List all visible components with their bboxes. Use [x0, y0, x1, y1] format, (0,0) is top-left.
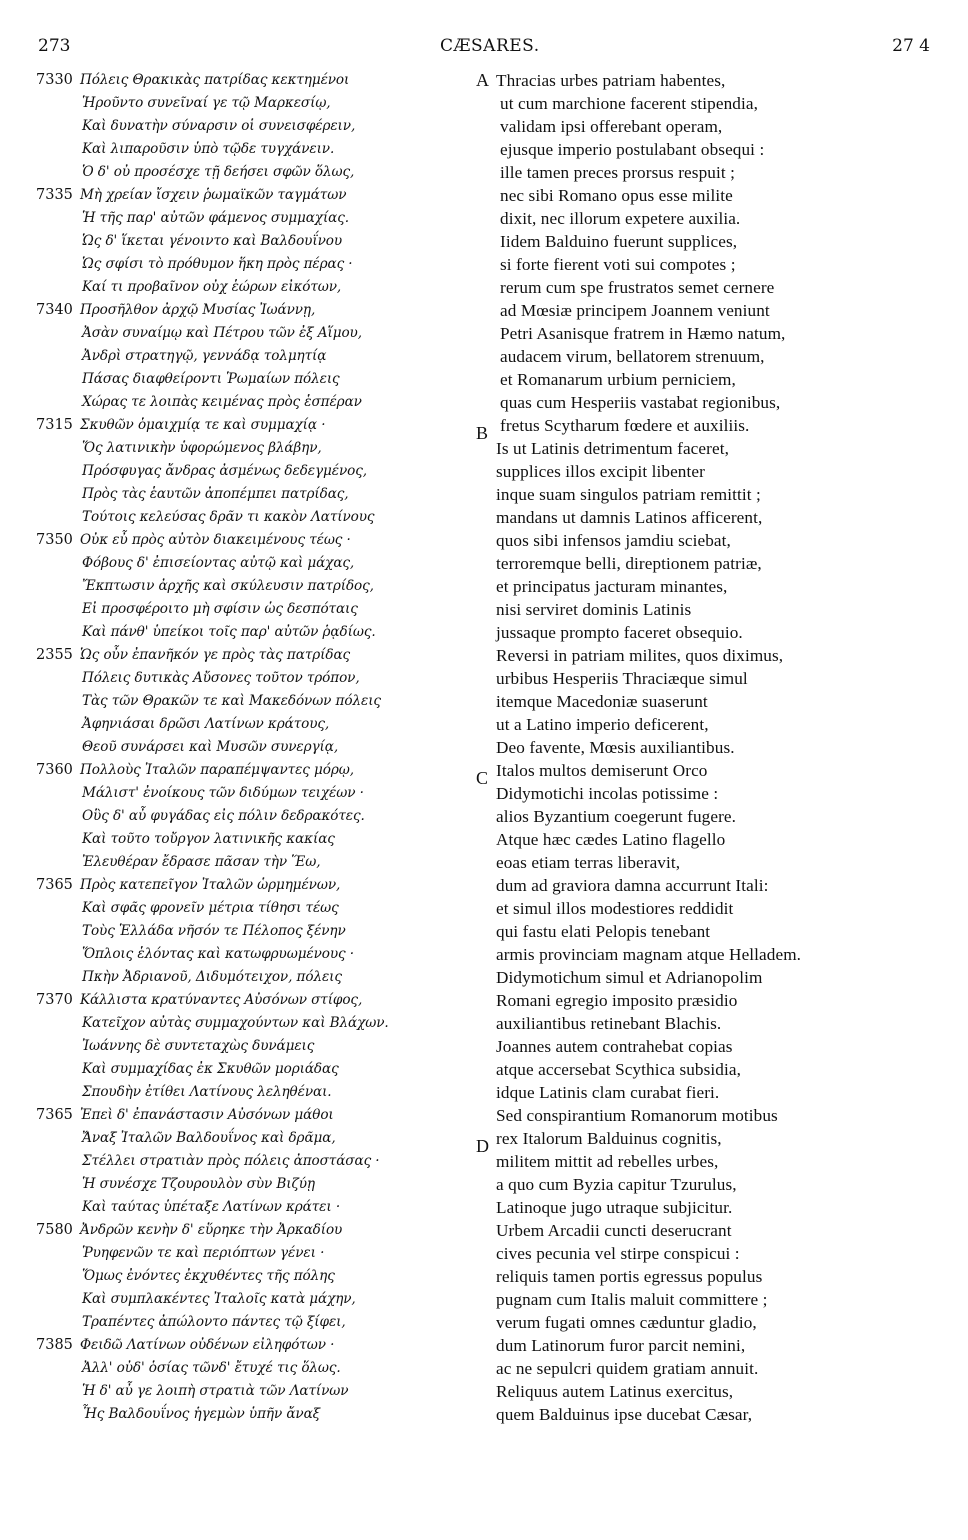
latin-verse-line — [474, 714, 964, 737]
greek-verse-line — [0, 300, 470, 323]
latin-verse-text: cives pecunia vel stirpe conspicui : — [496, 1244, 740, 1263]
greek-verse-text: Τὰς τῶν Θρακῶν τε καὶ Μακεδόνων πόλεις — [82, 693, 381, 709]
greek-verse-text: Φειδῶ Λατίνων οὐδένων εἰληφότων · — [80, 1337, 335, 1353]
greek-verse-line — [0, 806, 470, 829]
latin-verse-line — [474, 898, 964, 921]
greek-verse-line — [0, 921, 470, 944]
greek-verse-line — [0, 1381, 470, 1404]
latin-verse-line — [474, 277, 964, 300]
greek-verse-text: Σκυθῶν ὁμαιχμίᾳ τε καὶ συμμαχίᾳ · — [80, 417, 326, 433]
latin-verse-text: nisi serviret dominis Latinis — [496, 600, 692, 619]
latin-verse-text: ad Mœsiæ principem Joannem veniunt — [500, 301, 770, 320]
latin-verse-text: Petri Asanisque fratrem in Hæmo natum, — [500, 324, 786, 343]
section-marker: C — [476, 768, 489, 788]
latin-verse-text: auxiliantibus retinebant Blachis. — [496, 1014, 722, 1033]
latin-verse-text: Latinoque jugo utraque subjicitur. — [496, 1198, 733, 1217]
greek-verse-line — [0, 737, 470, 760]
greek-verse-text: Κατεῖχον αὐτὰς συμμαχούντων καὶ Βλάχων. — [82, 1015, 389, 1031]
greek-verse-text: Πάσας διαφθείροντι Ῥωμαίων πόλεις — [82, 371, 340, 387]
greek-verse-text: Πρὸς τὰς ἑαυτῶν ἀποπέμπει πατρίδας, — [82, 486, 349, 502]
latin-verse-line — [474, 1082, 964, 1105]
verse-number: 7365 — [36, 1107, 73, 1123]
latin-verse-text: supplices illos excipit libenter — [496, 462, 705, 481]
greek-verse-text: Φόβους δ' ἐπισείοντας αὐτῷ καὶ μάχας, — [82, 555, 355, 571]
greek-verse-text: Ὁ δ' οὐ προσέσχε τῇ δεήσει σφῶν ὅλως, — [82, 164, 355, 180]
greek-verse-line — [0, 599, 470, 622]
latin-verse-line — [474, 1174, 964, 1197]
latin-verse-line — [474, 1312, 964, 1335]
greek-verse-line — [0, 1289, 470, 1312]
greek-verse-text: Ὅς λατινικὴν ὑφορώμενος βλάβην, — [82, 440, 322, 456]
latin-verse-line — [474, 737, 964, 760]
latin-verse-text: ut a Latino imperio deficerent, — [496, 715, 709, 734]
greek-verse-text: Οὐκ εὖ πρὸς αὐτὸν διακειμένους τέως · — [80, 532, 351, 548]
latin-verse-line — [474, 116, 964, 139]
latin-verse-line — [474, 691, 964, 714]
greek-verse-text: Καὶ δυνατὴν σύναρσιν οἱ συνεισφέρειν, — [82, 118, 356, 134]
greek-verse-text: Θεοῦ συνάρσει καὶ Μυσῶν συνεργίᾳ, — [82, 739, 339, 755]
greek-verse-line — [0, 70, 470, 93]
verse-number: 7330 — [36, 72, 73, 88]
greek-verse-text: Σπουδὴν ἐτίθει Λατίνους λεληθέναι. — [82, 1084, 332, 1100]
latin-verse-text: itemque Macedoniæ suaserunt — [496, 692, 708, 711]
greek-verse-line — [0, 93, 470, 116]
latin-verse-line — [474, 599, 964, 622]
greek-verse-line — [0, 231, 470, 254]
latin-verse-text: mandans ut damnis Latinos afficerent, — [496, 508, 763, 527]
greek-verse-text: Καὶ ταύτας ὑπέταξε Λατίνων κράτει · — [82, 1199, 341, 1215]
greek-verse-line — [0, 1243, 470, 1266]
greek-verse-line — [0, 139, 470, 162]
latin-verse-text: Didymotichi incolas potissime : — [496, 784, 719, 803]
greek-verse-line — [0, 1036, 470, 1059]
greek-verse-text: Πόλεις Θρακικὰς πατρίδας κεκτημένοι — [80, 72, 350, 88]
greek-verse-line — [0, 829, 470, 852]
latin-verse-text: idque Latinis clam curabat fieri. — [496, 1083, 720, 1102]
greek-verse-text: Ἡροῦντο συνεῖναί γε τῷ Μαρκεσίῳ, — [82, 95, 331, 111]
greek-verse-text: Τραπέντες ἀπώλοντο πάντες τῷ ξίφει, — [82, 1314, 346, 1330]
latin-verse-line — [474, 323, 964, 346]
greek-verse-line — [0, 1013, 470, 1036]
greek-verse-line — [0, 277, 470, 300]
latin-verse-text: reliquis tamen portis egressus populus — [496, 1267, 763, 1286]
greek-verse-text: Ἀλλ' οὐδ' ὁσίας τῶνδ' ἔτυχέ τις ὅλως. — [82, 1360, 341, 1376]
latin-verse-text: inque suam singulos patriam remittit ; — [496, 485, 761, 504]
latin-verse-text: Romani egregio imposito præsidio — [496, 991, 738, 1010]
greek-verse-text: Ἀσὰν συναίμῳ καὶ Πέτρου τῶν ἐξ Αἵμου, — [82, 325, 362, 341]
latin-verse-text: qui fastu elati Pelopis tenebant — [496, 922, 711, 941]
greek-verse-line — [0, 714, 470, 737]
latin-verse-line — [474, 944, 964, 967]
greek-verse-text: Τοὺς Ἑλλάδα νῆσόν τε Πέλοπος ξένην — [82, 923, 346, 939]
greek-verse-line — [0, 484, 470, 507]
latin-verse-text: ejusque imperio postulabant obsequi : — [500, 140, 765, 159]
greek-verse-text: Ἡ τῆς παρ' αὐτῶν φάμενος συμμαχίας. — [82, 210, 349, 226]
latin-verse-line — [474, 783, 964, 806]
latin-verse-text: ille tamen preces prorsus respuit ; — [500, 163, 735, 182]
greek-verse-line — [0, 1358, 470, 1381]
latin-verse-text: Iidem Balduino fuerunt supplices, — [500, 232, 738, 251]
greek-text-column — [0, 70, 470, 1427]
latin-verse-text: et simul illos modestiores reddidit — [496, 899, 734, 918]
greek-verse-text: Ἀνδρῶν κενὴν δ' εὕρηκε τὴν Ἀρκαδίου — [80, 1222, 343, 1238]
latin-verse-text: Deo favente, Mœsis auxiliantibus. — [496, 738, 735, 757]
verse-number: 7340 — [36, 302, 73, 318]
greek-verse-text: Καὶ λιπαροῦσιν ὑπὸ τῷδε τυγχάνειν. — [82, 141, 335, 157]
greek-verse-text: Ἡ συνέσχε Τζουρουλὸν σὺν Βιζύῃ — [82, 1176, 315, 1192]
verse-number: 7580 — [36, 1222, 73, 1238]
latin-verse-line — [474, 645, 964, 668]
greek-verse-line — [0, 415, 470, 438]
greek-verse-line — [0, 967, 470, 990]
latin-verse-text: armis provinciam magnam atque Helladem. — [496, 945, 802, 964]
greek-verse-text: Ὡς δ' ἵκεται γένοιντο καὶ Βαλδουΐνου — [82, 233, 342, 249]
greek-verse-text: Ὅπλοις ἑλόντας καὶ κατωφρυωμένους · — [82, 946, 354, 962]
latin-verse-text: dixit, nec illorum expetere auxilia. — [500, 209, 741, 228]
greek-verse-line — [0, 898, 470, 921]
greek-verse-line — [0, 162, 470, 185]
greek-verse-line — [0, 254, 470, 277]
right-page-number: 27 4 — [892, 36, 930, 56]
latin-verse-line — [474, 346, 964, 369]
latin-verse-line — [474, 1266, 964, 1289]
greek-verse-text: Μὴ χρείαν ἴσχειν ῥωμαϊκῶν ταγμάτων — [80, 187, 347, 203]
latin-verse-line — [474, 1036, 964, 1059]
greek-verse-line — [0, 553, 470, 576]
latin-verse-line — [474, 921, 964, 944]
greek-verse-line — [0, 668, 470, 691]
latin-verse-text: eoas etiam terras liberavit, — [496, 853, 681, 872]
greek-verse-line — [0, 1174, 470, 1197]
verse-number: 7315 — [36, 417, 73, 433]
latin-verse-text: et Romanarum urbium perniciem, — [500, 370, 736, 389]
greek-verse-line — [0, 185, 470, 208]
latin-verse-line — [474, 1151, 964, 1174]
greek-verse-text: Στέλλει στρατιὰν πρὸς πόλεις ἀποστάσας · — [82, 1153, 380, 1169]
latin-verse-line — [474, 139, 964, 162]
latin-verse-line — [474, 415, 964, 443]
latin-verse-line — [474, 576, 964, 599]
latin-verse-text: audacem virum, bellatorem strenuum, — [500, 347, 765, 366]
latin-verse-line — [474, 622, 964, 645]
latin-verse-line — [474, 1243, 964, 1266]
greek-verse-text: Πκὴν Ἀδριανοῦ, Διδυμότειχον, πόλεις — [82, 969, 342, 985]
greek-verse-line — [0, 116, 470, 139]
latin-verse-line — [474, 70, 964, 93]
latin-verse-line — [474, 852, 964, 875]
latin-verse-text: militem mittit ad rebelles urbes, — [496, 1152, 719, 1171]
latin-verse-text: dum Latinorum furor parcit nemini, — [496, 1336, 746, 1355]
greek-verse-text: Καὶ συμπλακέντες Ἰταλοῖς κατὰ μάχην, — [82, 1291, 356, 1307]
latin-verse-line — [474, 1197, 964, 1220]
greek-verse-text: Ἧς Βαλδουΐνος ἡγεμὼν ὑπῆν ἄναξ — [82, 1406, 321, 1422]
latin-verse-text: Didymotichum simul et Adrianopolim — [496, 968, 763, 987]
latin-verse-text: nec sibi Romano opus esse milite — [500, 186, 733, 205]
latin-verse-line — [474, 668, 964, 691]
greek-verse-line — [0, 530, 470, 553]
latin-verse-line — [474, 1358, 964, 1381]
latin-verse-line — [474, 553, 964, 576]
latin-verse-line — [474, 1105, 964, 1128]
latin-verse-line — [474, 392, 964, 415]
latin-verse-text: rex Italorum Balduinus cognitis, — [496, 1129, 722, 1148]
greek-verse-line — [0, 852, 470, 875]
greek-verse-line — [0, 392, 470, 415]
latin-verse-text: alios Byzantium coegerunt fugere. — [496, 807, 737, 826]
greek-verse-text: Ἄναξ Ἰταλῶν Βαλδουΐνος καὶ δρᾶμα, — [82, 1130, 336, 1146]
latin-verse-line — [474, 806, 964, 829]
latin-verse-text: et principatus jacturam minantes, — [496, 577, 728, 596]
latin-verse-text: Atque hæc cædes Latino flagello — [496, 830, 726, 849]
verse-number: 7370 — [36, 992, 73, 1008]
latin-verse-line — [474, 461, 964, 484]
latin-verse-text: validam ipsi offerebant operam, — [500, 117, 723, 136]
greek-verse-line — [0, 1082, 470, 1105]
greek-verse-line — [0, 1266, 470, 1289]
latin-verse-text: dum ad graviora damna accurrunt Itali: — [496, 876, 769, 895]
latin-verse-text: Is ut Latinis detrimentum faceret, — [496, 439, 729, 458]
greek-verse-line — [0, 944, 470, 967]
greek-verse-line — [0, 1197, 470, 1220]
greek-verse-line — [0, 1312, 470, 1335]
latin-verse-text: Reliquus autem Latinus exercitus, — [496, 1382, 734, 1401]
greek-verse-line — [0, 1335, 470, 1358]
greek-verse-line — [0, 507, 470, 530]
greek-verse-line — [0, 576, 470, 599]
latin-verse-line — [474, 875, 964, 898]
latin-verse-text: pugnam cum Italis maluit committere ; — [496, 1290, 768, 1309]
verse-number: 7335 — [36, 187, 73, 203]
latin-verse-text: fretus Scytharum fœdere et auxiliis. — [500, 416, 750, 435]
latin-verse-line — [474, 1059, 964, 1082]
latin-verse-line — [474, 1013, 964, 1036]
verse-number: 2355 — [36, 647, 73, 663]
latin-verse-line — [474, 1404, 964, 1427]
latin-verse-line — [474, 254, 964, 277]
greek-verse-line — [0, 1105, 470, 1128]
greek-verse-text: Τούτοις κελεύσας δρᾶν τι κακὸν Λατίνους — [82, 509, 375, 525]
latin-verse-line — [474, 1128, 964, 1156]
greek-verse-line — [0, 1128, 470, 1151]
latin-verse-line — [474, 300, 964, 323]
left-page-number: 273 — [38, 36, 71, 56]
greek-verse-text: Ἀνδρὶ στρατηγῷ, γεννάδᾳ τολμητίᾳ — [82, 348, 327, 364]
greek-verse-text: Μάλιστ' ἐνοίκους τῶν διδύμων τειχέων · — [82, 785, 364, 801]
greek-verse-text: Ἔκπτωσιν ἀρχῆς καὶ σκύλευσιν πατρίδος, — [82, 578, 374, 594]
latin-verse-text: rerum cum spe frustratos semet cernere — [500, 278, 775, 297]
greek-verse-line — [0, 438, 470, 461]
latin-verse-line — [474, 967, 964, 990]
latin-verse-line — [474, 369, 964, 392]
greek-verse-text: Καὶ πάνθ' ὑπείκοι τοῖς παρ' αὐτῶν ῥᾳδίως. — [82, 624, 376, 640]
greek-verse-text: Πόλεις δυτικὰς Αὔσονες τοῦτον τρόπον, — [82, 670, 360, 686]
greek-verse-text: Κάλλιστα κρατύναντες Αὐσόνων στίφος, — [80, 992, 363, 1008]
greek-verse-line — [0, 461, 470, 484]
latin-verse-text: urbibus Hesperiis Thraciæque simul — [496, 669, 748, 688]
verse-number: 7360 — [36, 762, 73, 778]
running-title: CÆSARES. — [440, 36, 540, 56]
section-marker: B — [476, 423, 489, 443]
greek-verse-text: Ὅμως ἐνόντες ἐκχυθέντες τῆς πόλης — [82, 1268, 335, 1284]
latin-verse-text: si forte fierent voti sui compotes ; — [500, 255, 736, 274]
latin-verse-line — [474, 530, 964, 553]
greek-verse-text: Ἡ δ' αὖ γε λοιπὴ στρατιὰ τῶν Λατίνων — [82, 1383, 349, 1399]
latin-verse-text: Sed conspirantium Romanorum motibus — [496, 1106, 778, 1125]
latin-verse-line — [474, 208, 964, 231]
latin-verse-text: Thracias urbes patriam habentes, — [496, 71, 726, 90]
latin-verse-text: atque accersebat Scythica subsidia, — [496, 1060, 741, 1079]
latin-verse-line — [474, 438, 964, 461]
latin-verse-line — [474, 484, 964, 507]
greek-verse-text: Πρὸς κατεπεῖγον Ἰταλῶν ὡρμημένων, — [80, 877, 341, 893]
greek-verse-text: Ῥυηφενῶν τε καὶ περιόπτων γένει · — [82, 1245, 325, 1261]
latin-verse-line — [474, 1289, 964, 1312]
greek-verse-line — [0, 990, 470, 1013]
greek-verse-text: Ἀφηνιάσαι δρῶσι Λατίνων κράτους, — [82, 716, 330, 732]
greek-verse-text: Καὶ σφᾶς φρονεῖν μέτρια τίθησι τέως — [82, 900, 339, 916]
greek-verse-line — [0, 1220, 470, 1243]
greek-verse-line — [0, 1059, 470, 1082]
latin-verse-text: terroremque belli, direptionem patriæ, — [496, 554, 762, 573]
latin-verse-text: a quo cum Byzia capitur Tzurulus, — [496, 1175, 737, 1194]
greek-verse-text: Ὡς σφίσι τὸ πρόθυμον ἥκη πρὸς πέρας · — [82, 256, 353, 272]
greek-verse-text: Καὶ συμμαχίδας ἐκ Σκυθῶν μοριάδας — [82, 1061, 339, 1077]
verse-number: 7385 — [36, 1337, 73, 1353]
latin-verse-text: ac ne sepulcri quidem gratiam annuit. — [496, 1359, 759, 1378]
latin-verse-line — [474, 990, 964, 1013]
latin-verse-text: quos sibi infensos jamdiu sciebat, — [496, 531, 731, 550]
latin-verse-text: Urbem Arcadii cuncti deserucrant — [496, 1221, 732, 1240]
greek-verse-text: Πολλοὺς Ἰταλῶν παραπέμψαντες μόρῳ, — [80, 762, 354, 778]
latin-verse-line — [474, 93, 964, 116]
greek-verse-line — [0, 1151, 470, 1174]
latin-verse-line — [474, 760, 964, 788]
greek-verse-text: Ἰωάννης δὲ συντεταχὼς δυνάμεις — [82, 1038, 315, 1054]
greek-verse-line — [0, 645, 470, 668]
greek-verse-line — [0, 691, 470, 714]
latin-verse-text: ut cum marchione facerent stipendia, — [500, 94, 758, 113]
greek-verse-line — [0, 1404, 470, 1427]
greek-verse-text: Οὓς δ' αὖ φυγάδας εἰς πόλιν δεδρακότες. — [82, 808, 365, 824]
latin-verse-text: jussaque prompto faceret obsequio. — [496, 623, 743, 642]
greek-verse-text: Καὶ τοῦτο τοὔργον λατινικῆς κακίας — [82, 831, 335, 847]
greek-verse-line — [0, 208, 470, 231]
greek-verse-text: Ὡς οὖν ἐπανῆκόν γε πρὸς τὰς πατρίδας — [80, 647, 351, 663]
latin-verse-text: Reversi in patriam milites, quos diximus, — [496, 646, 784, 665]
greek-verse-line — [0, 323, 470, 346]
greek-verse-line — [0, 369, 470, 392]
verse-number: 7365 — [36, 877, 73, 893]
latin-verse-line — [474, 185, 964, 208]
greek-verse-text: Ἐλευθέραν ἔδρασε πᾶσαν τὴν Ἕω, — [82, 854, 321, 870]
latin-verse-line — [474, 1220, 964, 1243]
greek-verse-line — [0, 346, 470, 369]
latin-translation-column — [474, 70, 964, 1427]
greek-verse-text: Καί τι προβαῖνον οὐχ ἑώρων εἰκότων, — [82, 279, 342, 295]
greek-verse-text: Ἐπεὶ δ' ἐπανάστασιν Αὐσόνων μάθοι — [80, 1107, 334, 1123]
latin-verse-line — [474, 1381, 964, 1404]
greek-verse-line — [0, 783, 470, 806]
greek-verse-line — [0, 622, 470, 645]
latin-verse-text: verum fugati omnes cæduntur gladio, — [496, 1313, 757, 1332]
greek-verse-text: Εἰ προσφέροιτο μὴ σφίσιν ὡς δεσπόταις — [82, 601, 358, 617]
greek-verse-line — [0, 760, 470, 783]
latin-verse-text: Joannes autem contrahebat copias — [496, 1037, 733, 1056]
latin-verse-line — [474, 162, 964, 185]
latin-verse-line — [474, 1335, 964, 1358]
greek-verse-text: Πρόσφυγας ἄνδρας ἀσμένως δεδεγμένος, — [82, 463, 367, 479]
latin-verse-line — [474, 231, 964, 254]
greek-verse-line — [0, 875, 470, 898]
latin-verse-text: quas cum Hesperiis vastabat regionibus, — [500, 393, 781, 412]
latin-verse-text: Italos multos demiserunt Orco — [496, 761, 708, 780]
latin-verse-text: quem Balduinus ipse ducebat Cæsar, — [496, 1405, 753, 1424]
section-marker: A — [476, 70, 489, 90]
verse-number: 7350 — [36, 532, 73, 548]
running-header — [0, 36, 968, 60]
latin-verse-line — [474, 507, 964, 530]
greek-verse-text: Προσῆλθον ἀρχῷ Μυσίας Ἰωάννῃ, — [80, 302, 316, 318]
section-marker: D — [476, 1136, 489, 1156]
latin-verse-line — [474, 829, 964, 852]
greek-verse-text: Χώρας τε λοιπὰς κειμένας πρὸς ἑσπέραν — [82, 394, 362, 410]
